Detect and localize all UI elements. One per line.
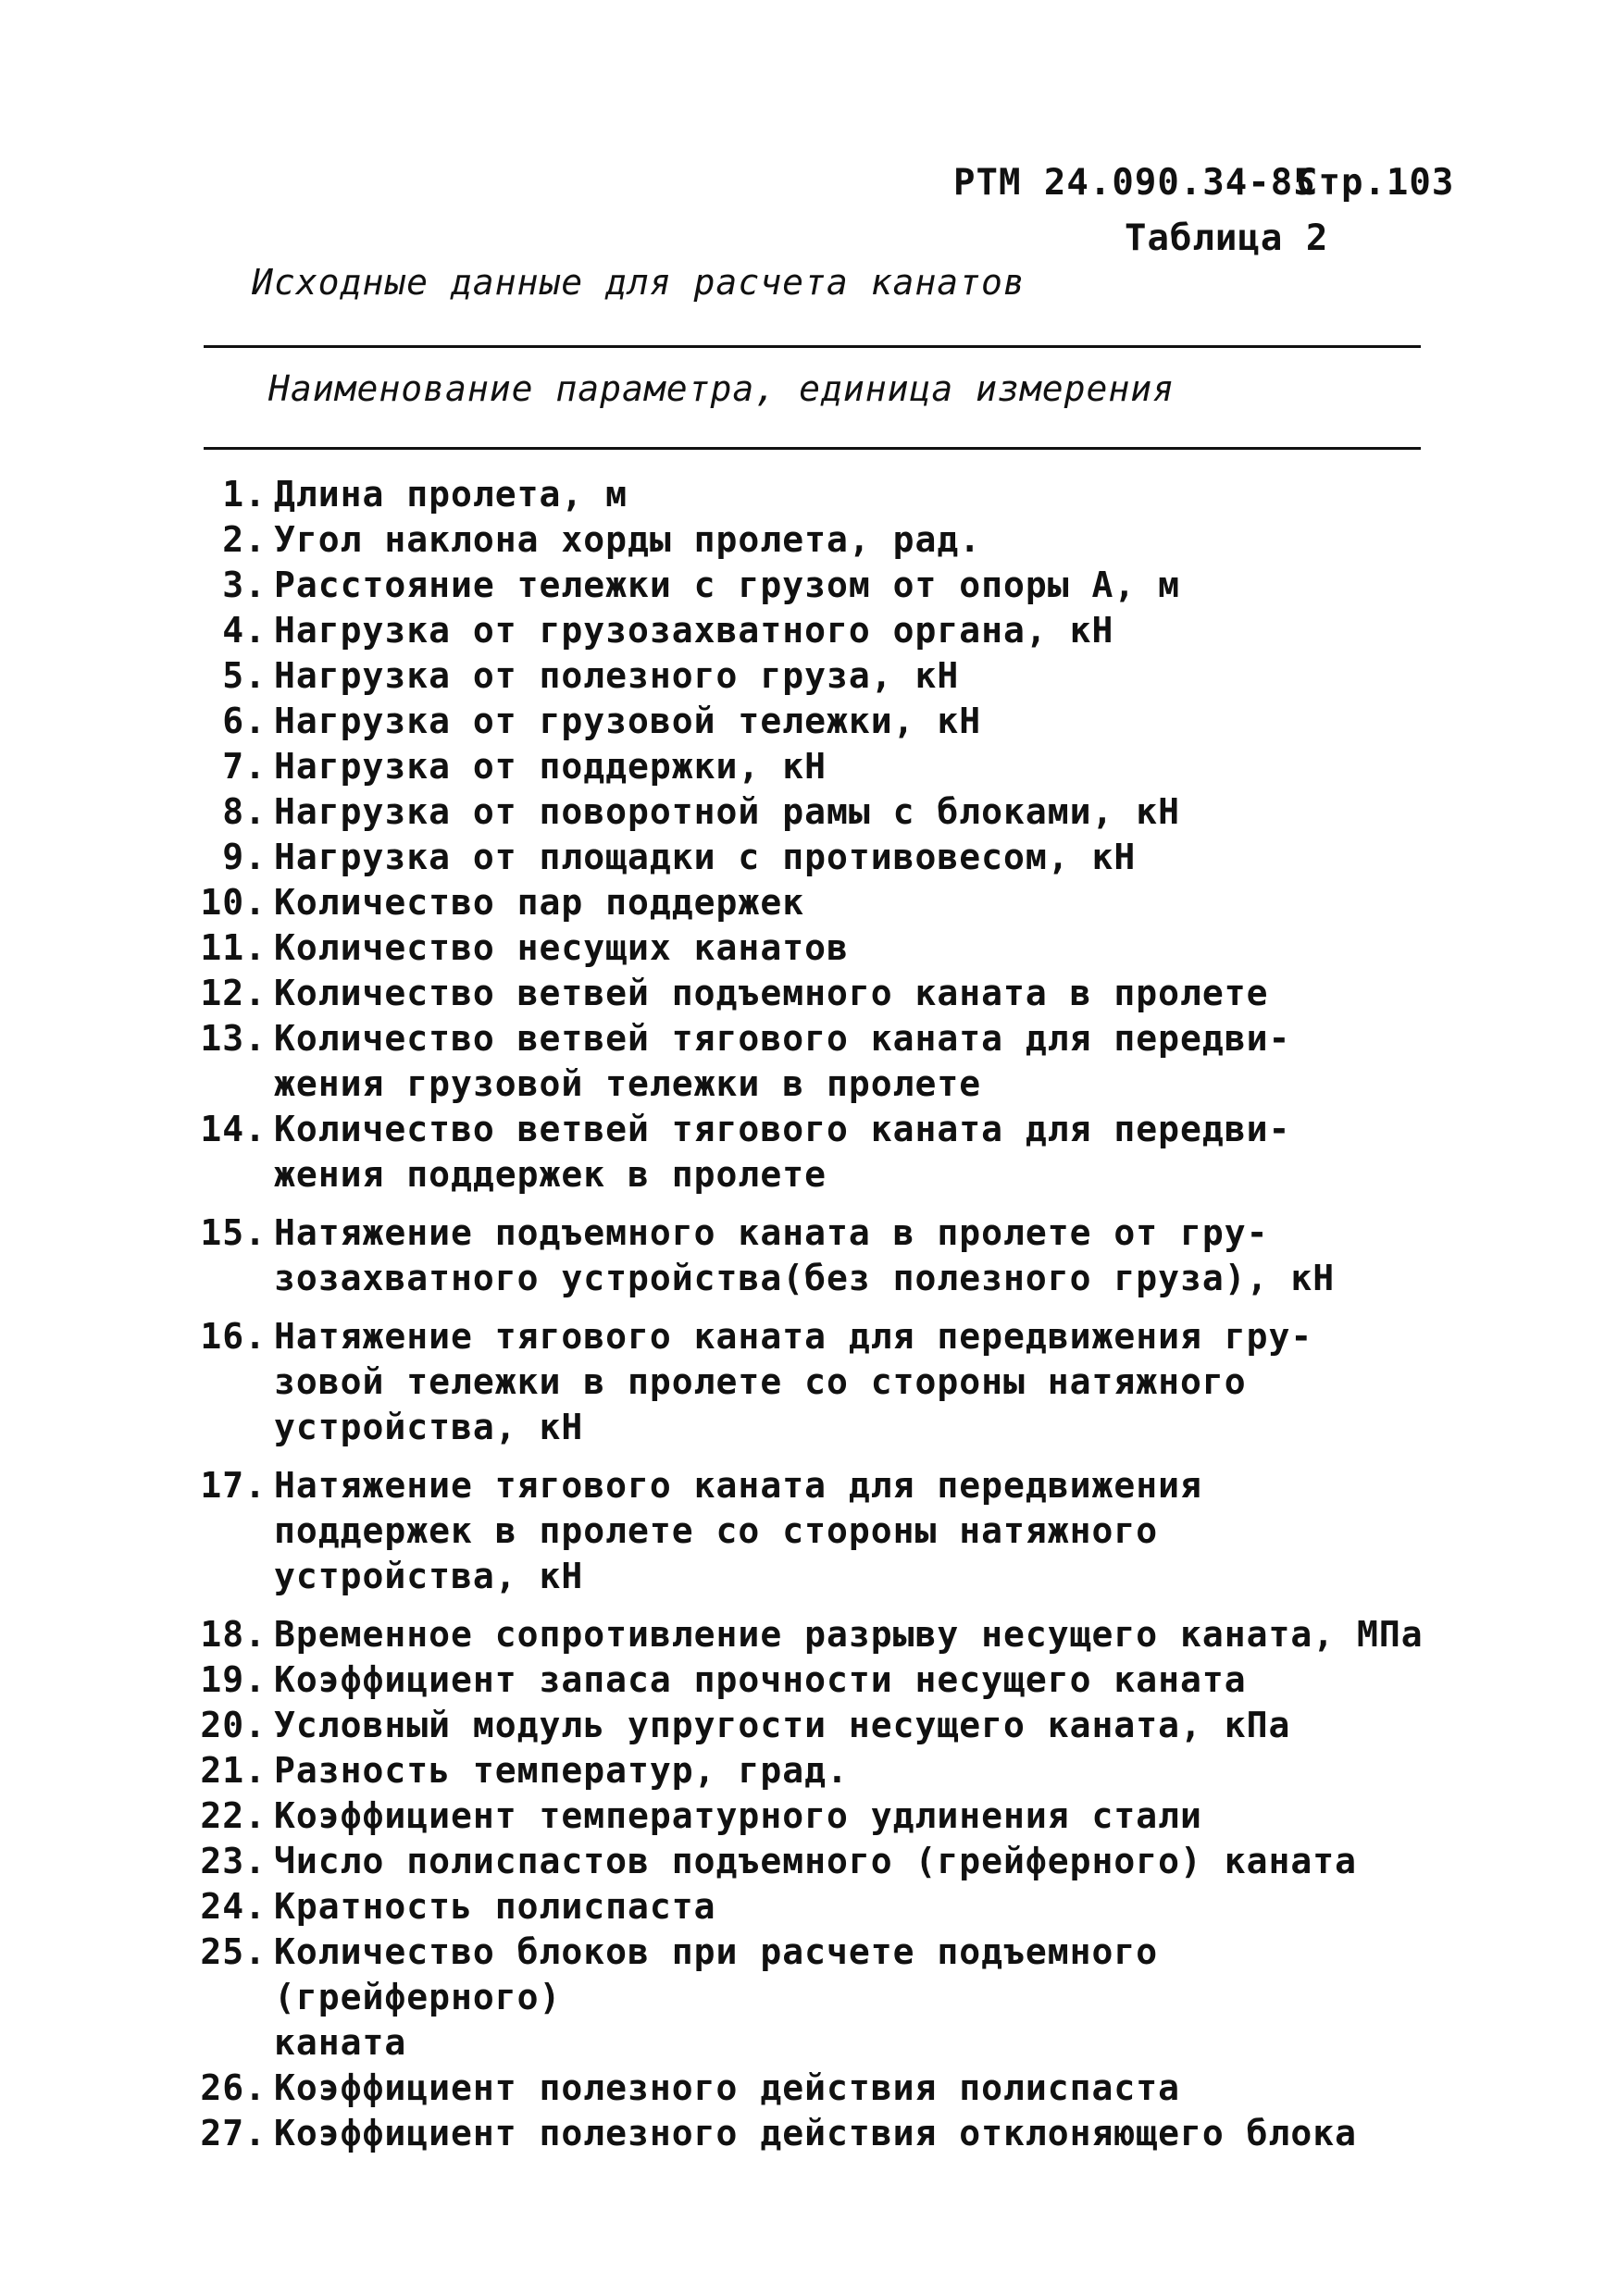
document-code: РТМ 24.090.34-85 [953,162,1316,204]
parameter-row [185,2111,1425,2156]
parameter-row [185,1839,1425,1884]
parameter-list [185,472,1425,2156]
parameter-text: Кратность полиспаста [274,1886,716,1927]
parameter-text: Расстояние тележки с грузом от опоры А, м [274,565,1180,605]
parameter-text: Количество ветвей тягового каната для передви- жения поддержек в пролете [274,1109,1291,1195]
parameter-text: Нагрузка от поддержки, кН [274,746,827,787]
parameter-text: Временное сопротивление разрыву несущего каната, МПа [274,1614,1424,1655]
parameter-number: 5. [222,655,267,696]
parameter-text: Число полиспастов подъемного (грейферного) каната [274,1841,1358,1881]
parameter-row [185,925,1425,971]
parameter-text: Нагрузка от грузовой тележки, кН [274,701,982,741]
table-title: Исходные данные для расчета канатов [252,262,1026,303]
parameter-text: Количество несущих канатов [274,927,849,968]
parameter-text: Коэффициент полезного действия полиспаста [274,2067,1180,2108]
parameter-text: Натяжение тягового каната для передвижения поддержек в пролете со стороны натяжного устройства, кН [274,1465,1202,1596]
parameter-number: 22. [200,1795,267,1836]
parameter-number: 18. [200,1614,267,1655]
parameter-row [185,517,1425,563]
parameter-row [185,880,1425,925]
parameter-number: 8. [222,791,267,832]
parameter-text: Нагрузка от поворотной рамы с блоками, кН [274,791,1180,832]
parameter-number: 1. [222,474,267,515]
parameter-row [185,563,1425,608]
parameter-number: 16. [200,1316,267,1357]
parameter-number: 24. [200,1886,267,1927]
parameter-row [185,1703,1425,1748]
parameter-row [185,2066,1425,2111]
page-number: Стр.103 [1296,162,1455,204]
parameter-text: Коэффициент температурного удлинения стали [274,1795,1202,1836]
parameter-row [185,472,1425,517]
parameter-number: 11. [200,927,267,968]
parameter-text: Количество ветвей подъемного каната в пролете [274,973,1269,1013]
parameter-number: 17. [200,1465,267,1506]
parameter-number: 7. [222,746,267,787]
parameter-number: 3. [222,565,267,605]
parameter-number: 15. [200,1212,267,1253]
parameter-number: 14. [200,1109,267,1149]
parameter-text: Коэффициент полезного действия отклоняющего блока [274,2113,1358,2153]
table-top-rule [204,345,1421,348]
parameter-number: 4. [222,610,267,651]
parameter-number: 23. [200,1841,267,1881]
parameter-row [185,1107,1425,1198]
parameter-text: Разность температур, град. [274,1750,849,1791]
parameter-text: Количество ветвей тягового каната для передви- жения грузовой тележки в пролете [274,1018,1291,1104]
column-header: Наименование параметра, единица измерения [268,368,1175,409]
parameter-text: Нагрузка от полезного груза, кН [274,655,960,696]
parameter-number: 12. [200,973,267,1013]
table-label: Таблица 2 [1125,217,1329,259]
parameter-number: 25. [200,1931,267,1972]
parameter-row [185,608,1425,653]
parameter-number: 26. [200,2067,267,2108]
parameter-number: 27. [200,2113,267,2153]
parameter-number: 21. [200,1750,267,1791]
table-header-rule [204,447,1421,450]
parameter-text: Коэффициент запаса прочности несущего каната [274,1659,1247,1700]
parameter-row [185,1884,1425,1930]
parameter-row [185,1016,1425,1107]
parameter-number: 20. [200,1705,267,1745]
parameter-text: Натяжение тягового каната для передвижения гру- зовой тележки в пролете со стороны натяжного устройства, кН [274,1316,1313,1447]
parameter-number: 19. [200,1659,267,1700]
parameter-text: Длина пролета, м [274,474,628,515]
parameter-number: 6. [222,701,267,741]
parameter-row [185,1612,1425,1657]
parameter-number: 9. [222,837,267,877]
parameter-number: 10. [200,882,267,923]
parameter-text: Угол наклона хорды пролета, рад. [274,519,982,560]
parameter-row [185,1748,1425,1793]
parameter-row [185,653,1425,699]
parameter-row [185,1463,1425,1599]
parameter-row [185,744,1425,789]
parameter-text: Количество пар поддержек [274,882,805,923]
parameter-row [185,789,1425,835]
parameter-row [185,1210,1425,1301]
parameter-row [185,1314,1425,1450]
parameter-number: 2. [222,519,267,560]
parameter-row [185,1930,1425,2066]
parameter-text: Количество блоков при расчете подъемного (грейферного) каната [274,1931,1159,2063]
parameter-row [185,1657,1425,1703]
parameter-row [185,699,1425,744]
parameter-row [185,971,1425,1016]
parameter-text: Условный модуль упругости несущего каната, кПа [274,1705,1291,1745]
parameter-row [185,835,1425,880]
parameter-row [185,1793,1425,1839]
parameter-text: Натяжение подъемного каната в пролете от гру- зозахватного устройства(без полезного груза), кН [274,1212,1336,1298]
parameter-number: 13. [200,1018,267,1059]
parameter-text: Нагрузка от площадки с противовесом, кН [274,837,1137,877]
parameter-text: Нагрузка от грузозахватного органа, кН [274,610,1114,651]
